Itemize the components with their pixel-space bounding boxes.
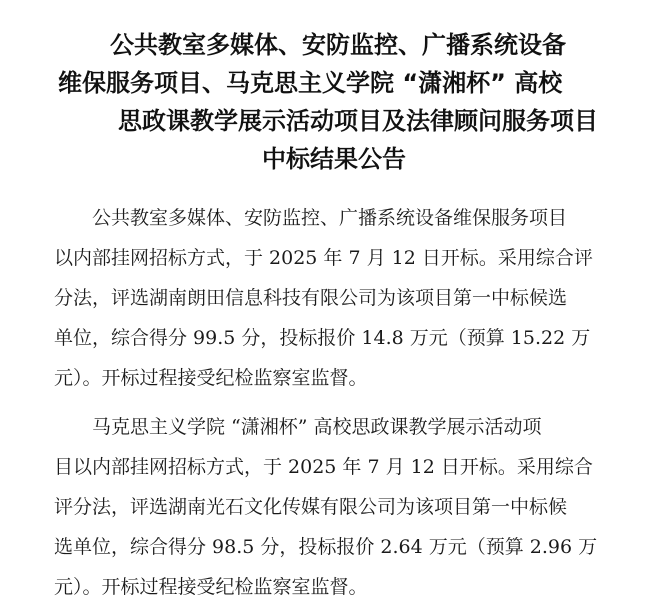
paragraph-project-1 xyxy=(54,198,614,398)
paragraph-1-line-2: 以内部挂网招标方式，于 2025 年 7 月 12 日开标。采用综合评 xyxy=(54,247,593,269)
title-line-1: 公共教室多媒体、安防监控、广播系统设备 xyxy=(110,31,566,59)
title-line-3: 思政课教学展示活动项目及法律顾问服务项目 xyxy=(118,107,598,135)
paragraph-1-line-4: 单位，综合得分 99.5 分，投标报价 14.8 万元（预算 15.22 万 xyxy=(54,327,591,349)
title-line-2: 维保服务项目、马克思主义学院 “潇湘杯” 高校 xyxy=(58,69,563,97)
paragraph-2-line-3: 评分法，评选湖南光石文化传媒有限公司为该项目第一中标候 xyxy=(54,496,568,518)
paragraph-project-2 xyxy=(54,407,614,607)
paragraph-2-line-4: 选单位，综合得分 98.5 分，投标报价 2.64 万元（预算 2.96 万 xyxy=(54,536,598,558)
paragraph-1-line-3: 分法，评选湖南朗田信息科技有限公司为该项目第一中标候选 xyxy=(54,287,568,309)
paragraph-2-line-2: 目以内部挂网招标方式，于 2025 年 7 月 12 日开标。采用综合 xyxy=(54,456,593,478)
paragraph-1-line-1: 公共教室多媒体、安防监控、广播系统设备维保服务项目 xyxy=(92,207,568,229)
title-line-4: 中标结果公告 xyxy=(262,145,406,173)
announcement-title xyxy=(40,26,640,178)
paragraph-1-line-5: 元）。开标过程接受纪检监察室监督。 xyxy=(54,367,368,389)
paragraph-2-line-1: 马克思主义学院 “潇湘杯” 高校思政课教学展示活动项 xyxy=(92,416,542,438)
paragraph-2-line-5: 元）。开标过程接受纪检监察室监督。 xyxy=(54,576,368,598)
